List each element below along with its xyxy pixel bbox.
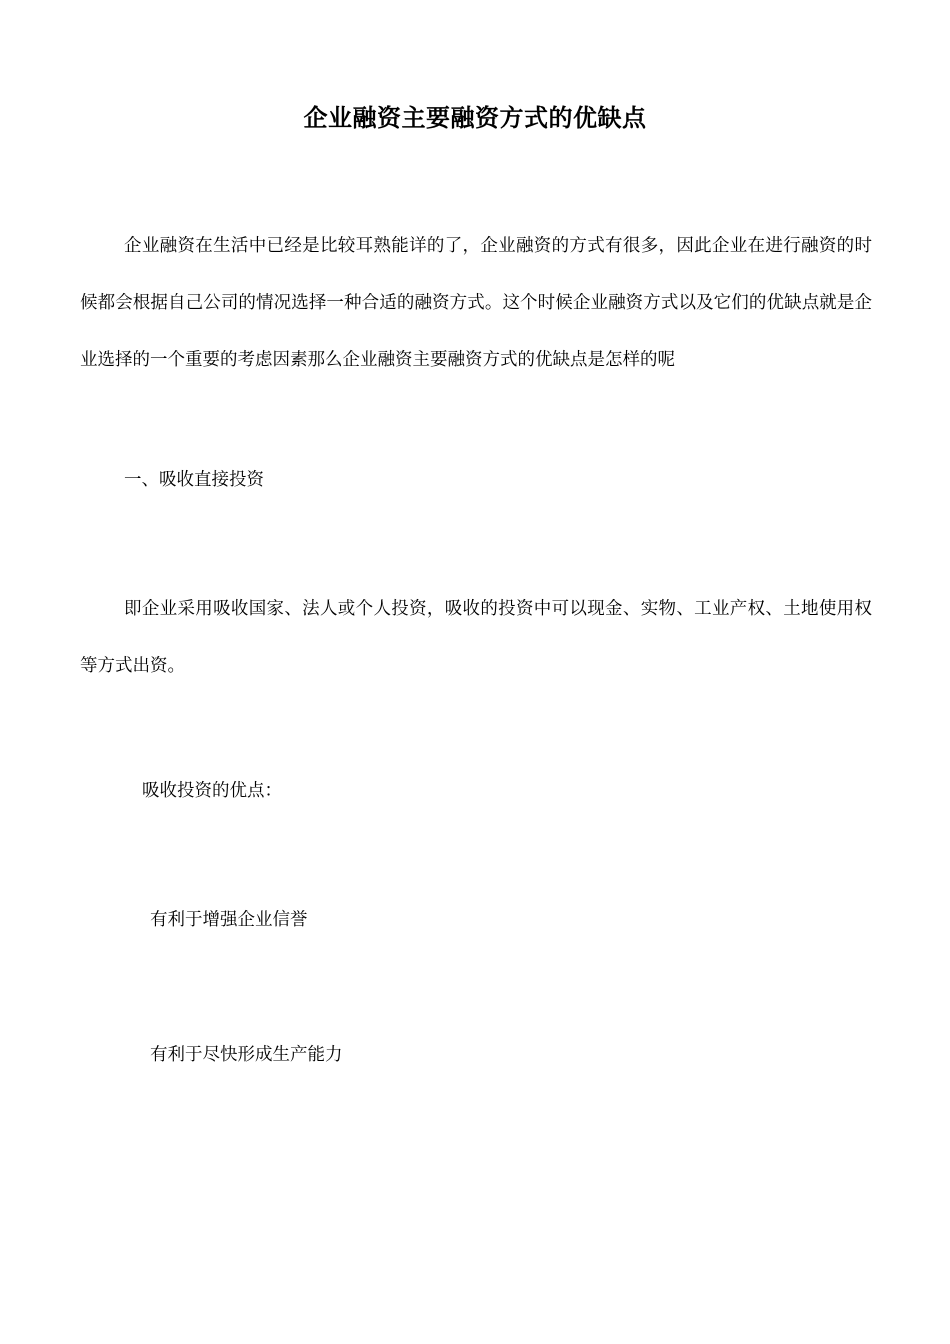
advantage-item: 有利于增强企业信誉: [150, 910, 308, 930]
advantages-heading: 吸收投资的优点：: [142, 781, 282, 801]
advantage-item: 有利于尽快形成生产能力: [150, 1045, 343, 1065]
intro-paragraph: 企业融资在生活中已经是比较耳熟能详的了，企业融资的方式有很多，因此企业在进行融资的时候都会根据自己公司的情况选择一种合适的融资方式。这个时候企业融资方式以及它们的优缺点就是企业选择的一个重要的考虑因素那么企业融资主要融资方式的优缺点是怎样的呢: [80, 236, 872, 370]
document-title: 企业融资主要融资方式的优缺点: [303, 104, 647, 132]
section-heading: 一、吸收直接投资: [124, 470, 264, 490]
definition-paragraph: 即企业采用吸收国家、法人或个人投资，吸收的投资中可以现金、实物、工业产权、土地使用权等方式出资。: [80, 599, 872, 676]
